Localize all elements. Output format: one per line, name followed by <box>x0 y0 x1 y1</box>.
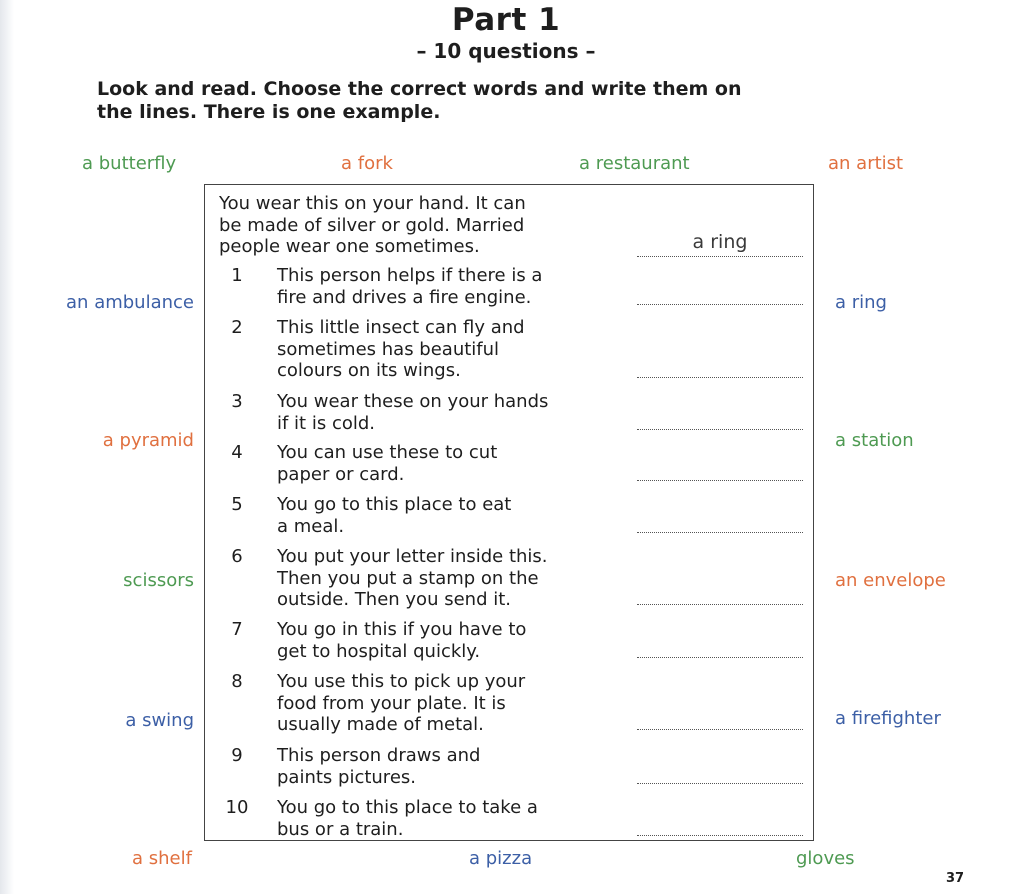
question-number: 4 <box>231 442 243 463</box>
question-number: 10 <box>225 797 249 818</box>
word-a-swing: a swing <box>125 710 194 731</box>
question-number: 2 <box>231 317 243 338</box>
answer-line-3[interactable] <box>637 429 803 430</box>
question-number: 1 <box>231 265 243 286</box>
question-line: You wear these on your hands <box>277 391 549 412</box>
question-line: outside. Then you send it. <box>277 589 511 610</box>
question-box <box>204 184 814 841</box>
question-line: You put your letter inside this. <box>277 546 548 567</box>
page-subtitle: – 10 questions – <box>416 39 596 63</box>
question-line: You go to this place to eat <box>277 494 512 515</box>
question-line: This person draws and <box>277 745 481 766</box>
question-number: 3 <box>231 391 243 412</box>
instructions-line-2: the lines. There is one example. <box>97 101 441 123</box>
question-line: You use this to pick up your <box>277 671 526 692</box>
example-answer-line <box>637 256 803 257</box>
question-line: usually made of metal. <box>277 714 484 735</box>
word-an-artist: an artist <box>828 153 904 174</box>
question-text <box>277 619 627 662</box>
answer-line-5[interactable] <box>637 532 803 533</box>
word-scissors: scissors <box>123 570 194 591</box>
word-a-fork: a fork <box>341 153 393 174</box>
question-line: colours on its wings. <box>277 360 461 381</box>
answer-line-4[interactable] <box>637 480 803 481</box>
question-line: a meal. <box>277 515 345 537</box>
answer-line-8[interactable] <box>637 729 803 730</box>
answer-line-6[interactable] <box>637 604 803 605</box>
word-a-butterfly: a butterfly <box>82 153 177 174</box>
question-text <box>277 442 627 485</box>
question-line: if it is cold. <box>277 412 375 434</box>
question-line: bus or a train. <box>277 818 404 840</box>
question-line: Then you put a stamp on the <box>277 567 539 589</box>
question-line: You can use these to cut <box>277 442 498 463</box>
question-text <box>277 317 627 382</box>
question-line: get to hospital quickly. <box>277 640 481 662</box>
word-a-shelf: a shelf <box>132 848 192 869</box>
question-number: 7 <box>231 619 243 640</box>
question-line: You go to this place to take a <box>277 797 538 818</box>
question-text <box>277 745 627 788</box>
example-text <box>219 193 629 258</box>
question-line: This little insect can fly and <box>277 317 525 338</box>
question-line: fire and drives a fire engine. <box>277 286 532 308</box>
page-edge-shade <box>0 0 14 894</box>
question-number: 6 <box>231 546 243 567</box>
example-answer: a ring <box>692 231 748 253</box>
page-number: 37 <box>946 871 965 886</box>
answer-line-1[interactable] <box>637 304 803 305</box>
question-text <box>277 391 627 434</box>
example-line-2: be made of silver or gold. Married <box>219 214 525 236</box>
answer-line-2[interactable] <box>637 377 803 378</box>
word-an-envelope: an envelope <box>835 570 946 591</box>
page-title: Part 1 <box>451 2 561 38</box>
question-number: 9 <box>231 745 243 766</box>
question-text <box>277 494 627 537</box>
word-a-pyramid: a pyramid <box>102 430 194 451</box>
question-text <box>277 546 627 611</box>
answer-line-7[interactable] <box>637 657 803 658</box>
word-a-pizza: a pizza <box>469 848 533 869</box>
question-line: You go in this if you have to <box>277 619 527 640</box>
question-number: 8 <box>231 671 243 692</box>
question-text <box>277 797 627 840</box>
answer-line-10[interactable] <box>637 835 803 836</box>
word-a-restaurant: a restaurant <box>579 153 690 174</box>
example-line-3: people wear one sometimes. <box>219 236 480 257</box>
word-an-ambulance: an ambulance <box>66 292 194 313</box>
instructions <box>97 78 897 124</box>
word-a-ring: a ring <box>835 292 887 313</box>
word-a-station: a station <box>835 430 914 451</box>
question-line: sometimes has beautiful <box>277 338 500 360</box>
word-a-firefighter: a firefighter <box>835 708 941 729</box>
word-gloves: gloves <box>796 848 855 869</box>
question-line: paints pictures. <box>277 766 416 788</box>
question-number: 5 <box>231 494 243 515</box>
instructions-line-1: Look and read. Choose the correct words and write them on <box>97 78 742 100</box>
question-line: paper or card. <box>277 463 405 485</box>
answer-line-9[interactable] <box>637 783 803 784</box>
question-line: This person helps if there is a <box>277 265 543 286</box>
question-line: food from your plate. It is <box>277 692 506 714</box>
example-line-1: You wear this on your hand. It can <box>219 193 526 214</box>
question-text <box>277 671 627 736</box>
question-text <box>277 265 627 308</box>
